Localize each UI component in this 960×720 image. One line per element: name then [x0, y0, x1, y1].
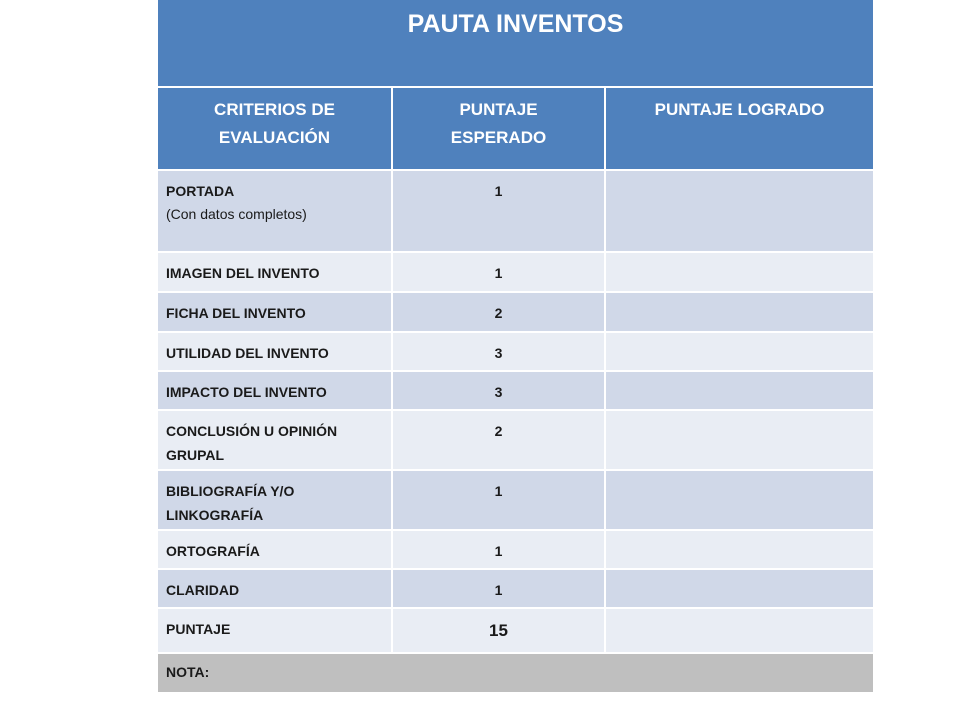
expected-score-cell: 2	[392, 410, 605, 470]
achieved-score-cell[interactable]	[605, 332, 874, 371]
expected-score-cell: 3	[392, 371, 605, 410]
table-row	[157, 332, 874, 371]
table-row	[157, 530, 874, 569]
criterion-cell: UTILIDAD DEL INVENTO	[157, 332, 392, 371]
criterion-cell: IMPACTO DEL INVENTO	[157, 371, 392, 410]
total-row	[157, 608, 874, 653]
grade-label[interactable]: NOTA:	[157, 653, 874, 693]
total-label: PUNTAJE	[157, 608, 392, 653]
table-row	[157, 170, 874, 252]
criterion-cell: ORTOGRAFÍA	[157, 530, 392, 569]
achieved-score-cell[interactable]	[605, 410, 874, 470]
achieved-score-cell[interactable]	[605, 371, 874, 410]
criterion-cell: BIBLIOGRAFÍA Y/O LINKOGRAFÍA	[157, 470, 392, 530]
expected-score-cell: 3	[392, 332, 605, 371]
achieved-score-cell[interactable]	[605, 470, 874, 530]
column-header-expected: PUNTAJE ESPERADO	[392, 87, 605, 170]
criterion-cell: FICHA DEL INVENTO	[157, 292, 392, 332]
expected-score-cell: 1	[392, 170, 605, 252]
table-row	[157, 252, 874, 292]
criterion-cell: PORTADA (Con datos completos)	[157, 170, 392, 252]
column-header-criteria: CRITERIOS DE EVALUACIÓN	[157, 87, 392, 170]
achieved-score-cell[interactable]	[605, 170, 874, 252]
criterion-cell: CONCLUSIÓN U OPINIÓN GRUPAL	[157, 410, 392, 470]
table-row	[157, 569, 874, 608]
achieved-score-cell[interactable]	[605, 252, 874, 292]
rubric-table	[156, 0, 875, 694]
achieved-score-cell[interactable]	[605, 292, 874, 332]
achieved-score-cell[interactable]	[605, 530, 874, 569]
criterion-note: (Con datos completos)	[166, 206, 307, 222]
page-title: PAUTA INVENTOS	[157, 0, 874, 87]
achieved-score-cell[interactable]	[605, 569, 874, 608]
criterion-cell: IMAGEN DEL INVENTO	[157, 252, 392, 292]
total-achieved-score[interactable]	[605, 608, 874, 653]
expected-score-cell: 1	[392, 569, 605, 608]
expected-score-cell: 1	[392, 470, 605, 530]
expected-score-cell: 2	[392, 292, 605, 332]
expected-score-cell: 1	[392, 530, 605, 569]
column-header-achieved: PUNTAJE LOGRADO	[605, 87, 874, 170]
table-row	[157, 410, 874, 470]
total-expected-score: 15	[392, 608, 605, 653]
evaluation-rubric	[156, 0, 873, 694]
table-row	[157, 371, 874, 410]
grade-row	[157, 653, 874, 693]
table-row	[157, 470, 874, 530]
table-row	[157, 292, 874, 332]
expected-score-cell: 1	[392, 252, 605, 292]
criterion-cell: CLARIDAD	[157, 569, 392, 608]
